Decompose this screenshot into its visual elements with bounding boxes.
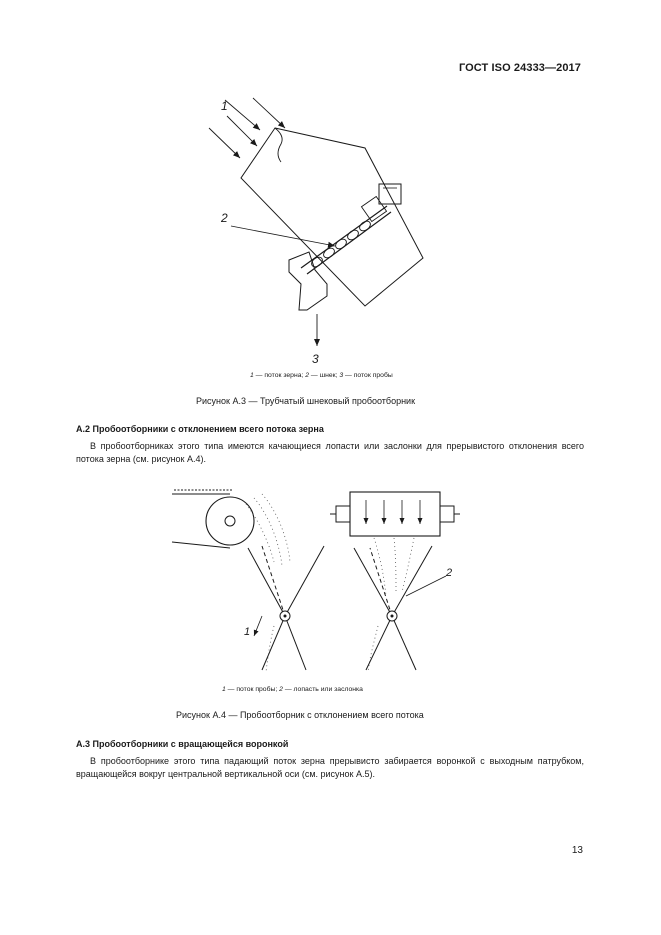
section-a3-heading: А.3 Пробоотборники с вращающейся воронкой	[76, 739, 289, 749]
figure-a4-legend	[222, 686, 363, 693]
grain-flow-arrow	[225, 100, 260, 130]
auger-shaft	[301, 206, 387, 268]
legend-number: 2	[305, 372, 310, 379]
figure-a4-caption: Рисунок А.4 — Пробоотборник с отклонением всего потока	[176, 710, 424, 720]
tube-body	[241, 128, 423, 306]
flap-right	[354, 546, 432, 670]
label-2: 2	[221, 211, 228, 225]
grain-flow-arrow	[227, 116, 257, 146]
figure-a3-caption: Рисунок А.3 — Трубчатый шнековый пробоотборник	[196, 396, 416, 406]
belt-conveyor	[172, 490, 254, 548]
page-number: 13	[571, 845, 583, 856]
label-2: 2	[446, 567, 453, 579]
motor-box	[379, 184, 401, 204]
section-a2-heading: А.2 Пробоотборники с отклонением всего потока зерна	[76, 424, 324, 434]
legend-text: — лопасть или заслонка	[282, 686, 363, 693]
legend-number: 2	[279, 686, 283, 693]
drum-feeder	[330, 492, 460, 536]
legend-text: — шнек;	[309, 372, 340, 379]
page-header: ГОСТ ISO 24333—2017	[458, 62, 581, 74]
figure-a3-drawing	[205, 88, 445, 370]
label-1: 1	[244, 626, 251, 638]
figure-a3-legend	[250, 372, 393, 379]
figure-a4-drawing	[170, 476, 470, 678]
label-1: 1	[221, 99, 228, 113]
legend-number: 1	[222, 686, 226, 693]
section-a2-text: В пробоотборниках этого типа имеются качающиеся лопасти или заслонки для прерывистого отклонения всего потока зерна (см. рисунок А.4).	[76, 441, 584, 464]
legend-text: — поток пробы	[343, 372, 393, 379]
grain-flow-arrow	[253, 98, 285, 128]
grain-flow-arrow	[209, 128, 240, 158]
legend-text: — поток зерна;	[253, 372, 306, 379]
legend-text: — поток пробы;	[225, 686, 280, 693]
legend-number: 1	[250, 372, 254, 379]
section-a3-text: В пробоотборнике этого типа падающий поток зерна прерывисто забирается воронкой с выходным патрубком, вращающейся вокруг центральной вертикальной оси (см. рисунок А.5).	[76, 756, 584, 779]
legend-number: 3	[339, 372, 344, 379]
label-3: 3	[312, 352, 319, 366]
flap-left	[248, 546, 324, 670]
